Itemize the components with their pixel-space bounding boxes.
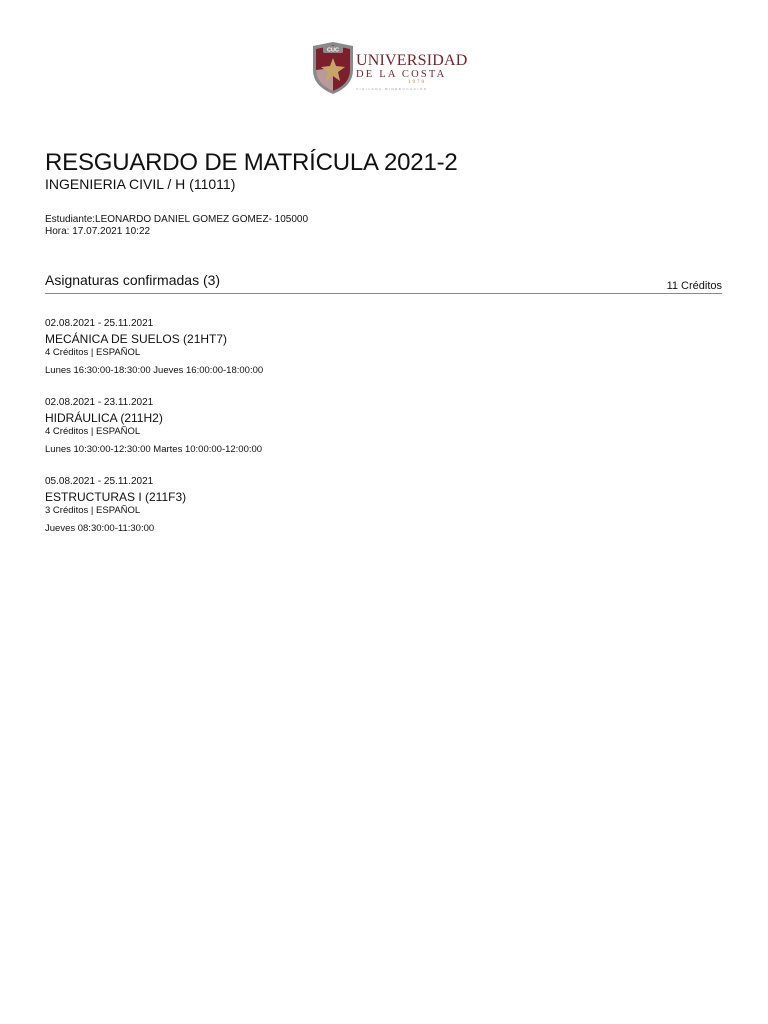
brand-name-line2: DE LA COSTA <box>356 69 447 80</box>
course-item <box>45 476 645 535</box>
document-title: RESGUARDO DE MATRÍCULA 2021-2 <box>45 149 458 176</box>
university-logo <box>310 40 468 96</box>
brand-name-line1: UNIVERSIDAD <box>356 52 468 69</box>
timestamp: Hora: 17.07.2021 10:22 <box>45 226 151 237</box>
course-dates: 02.08.2021 - 25.11.2021 <box>45 318 154 329</box>
course-name: MECÁNICA DE SUELOS (21HT7) <box>45 332 228 346</box>
brand-year: 1970 <box>408 80 426 85</box>
course-credits-language: 3 Créditos | ESPAÑOL <box>45 505 141 516</box>
course-dates: 02.08.2021 - 23.11.2021 <box>45 397 154 408</box>
course-dates: 05.08.2021 - 25.11.2021 <box>45 476 154 487</box>
course-credits-language: 4 Créditos | ESPAÑOL <box>45 426 141 437</box>
program-name: INGENIERIA CIVIL / H (11011) <box>45 176 236 192</box>
section-divider <box>45 293 722 294</box>
brand-tagline: VIGILADA MINEDUCACIÓN <box>356 87 428 91</box>
course-item <box>45 397 645 456</box>
course-name: ESTRUCTURAS I (211F3) <box>45 490 187 504</box>
course-item <box>45 318 645 377</box>
total-credits: 11 Créditos <box>666 280 722 292</box>
course-schedule: Jueves 08:30:00-11:30:00 <box>45 523 155 534</box>
course-credits-language: 4 Créditos | ESPAÑOL <box>45 347 141 358</box>
student-info: Estudiante:LEONARDO DANIEL GOMEZ GOMEZ- 105000 <box>45 214 309 225</box>
confirmed-courses-heading: Asignaturas confirmadas (3) <box>45 272 221 288</box>
course-name: HIDRÁULICA (211H2) <box>45 411 163 425</box>
course-schedule: Lunes 16:30:00-18:30:00 Jueves 16:00:00-18:00:00 <box>45 365 264 376</box>
course-schedule: Lunes 10:30:00-12:30:00 Martes 10:00:00-12:00:00 <box>45 444 263 455</box>
badge-text: CUC <box>327 47 339 54</box>
shield-emblem-icon <box>310 40 356 96</box>
